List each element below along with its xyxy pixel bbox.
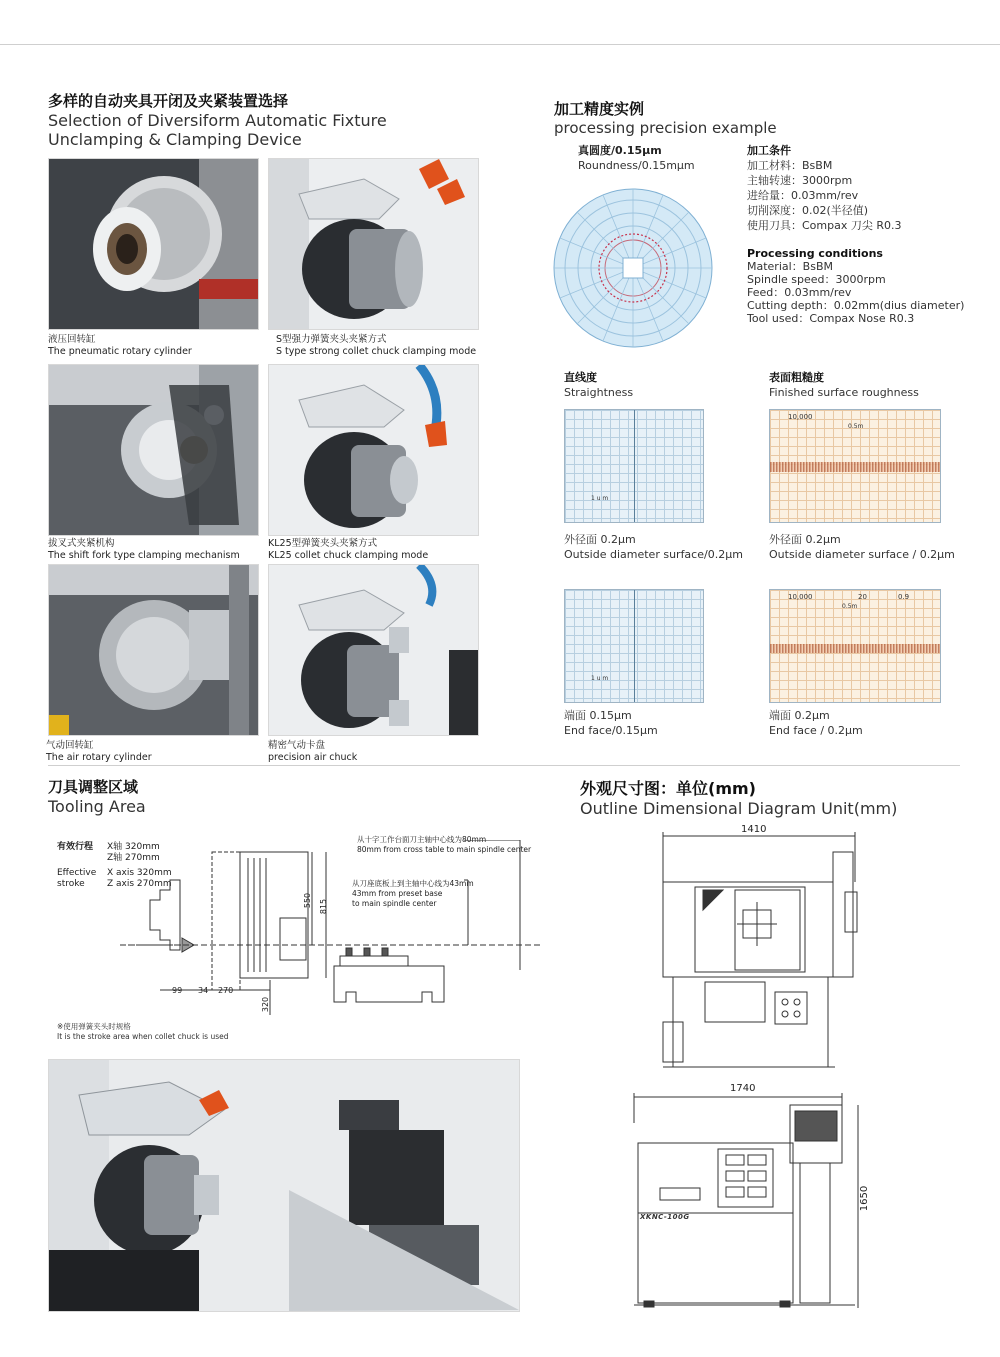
caption-cn: 端面 0.15μm [564,709,632,722]
conditions-cn [747,143,967,233]
scale-label: 0.5m [842,603,858,610]
caption-en: End face/0.15μm [564,724,658,737]
caption-cn: 精密气动卡盘 [268,740,326,751]
roundness-label [578,143,695,173]
photo-art [49,1060,519,1311]
fixture-title-en-1: Selection of Diversiform Automatic Fixture [48,111,387,130]
condition-cn-line: 进给量：0.03mm/rev [747,189,859,202]
caption-straight-od [564,532,743,562]
caption-photo-1 [48,334,192,358]
roughness-cn: 表面粗糙度 [769,371,824,384]
photo-art [269,565,478,735]
roundness-en: Roundness/0.15mμm [578,159,695,172]
fixture-title-cn: 多样的自动夹具开闭及夹紧装置选择 [48,92,289,110]
condition-cn-line: 切削深度：0.02(半径值) [747,204,869,217]
tooling-drawing [120,840,540,1020]
caption-photo-5 [46,740,152,764]
outline-header [580,776,897,818]
caption-cn: KL25型弹簧夹头夹紧方式 [268,538,378,549]
condition-en-line: Material：BsBM [747,260,834,273]
dim-99: 99 [172,986,183,995]
note-en: 43mm from preset base [352,889,443,898]
caption-en: Outside diameter surface / 0.2μm [769,548,955,561]
roundness-chart-svg [553,188,713,348]
dim-1650: 1650 [859,1185,871,1212]
scale-label: 0.9 [898,593,910,601]
precision-title-cn: 加工精度实例 [554,100,645,118]
top-rule [0,44,1000,45]
caption-photo-3 [48,538,240,562]
trace-line [634,590,635,702]
stroke-en-x: X axis 320mm [107,868,172,878]
condition-en-line: Tool used：Compax Nose R0.3 [747,312,915,325]
stroke-en-z: Z axis 270mm [107,879,172,889]
straightness-chart-ef [564,589,704,703]
note-en: 80mm from cross table to main spindle center [357,845,532,854]
caption-cn: 拔叉式夹紧机构 [48,538,115,549]
scale-label: 0.5m [848,423,864,430]
fixture-title-en-2: Unclamping & Clamping Device [48,130,302,149]
caption-en: S type strong collet chuck clamping mode [276,346,477,357]
photo-s-type-collet [268,158,479,330]
caption-cn: S型强力弹簧夹头夹紧方式 [276,334,387,345]
caption-en: The pneumatic rotary cylinder [48,346,192,357]
caption-en: The shift fork type clamping mechanism [48,550,240,561]
tooling-drawing-svg [120,840,540,1020]
fixture-header [48,90,408,149]
caption-cn: 外径面 0.2μm [564,533,636,546]
photo-shift-fork [48,364,259,536]
roundness-chart [553,188,713,348]
tooling-title-en: Tooling Area [48,797,146,816]
scale-label: 20 [858,593,867,601]
roughness-chart-ef [769,589,941,703]
stroke-cn-label: 有效行程 [57,842,94,852]
dim-815: 815 [319,898,329,915]
roughness-heading [769,370,919,400]
scale-label: 10,000 [788,413,813,421]
photo-air-rotary-cylinder [48,564,259,736]
conditions-en [747,247,977,325]
dim-320: 320 [261,996,271,1013]
note-en: to main spindle center [352,899,437,908]
trace-line [634,410,635,522]
caption-cn: 液压回转缸 [48,334,96,345]
photo-precision-air-chuck [268,564,479,736]
roundness-cn: 真圆度/0.15μm [578,144,662,157]
caption-cn: 外径面 0.2μm [769,533,841,546]
condition-cn-line: 主轴转速：3000rpm [747,174,853,187]
photo-kl25-collet [268,364,479,536]
outline-top-drawing [655,822,865,1072]
straightness-chart-od [564,409,704,523]
stroke-cn-x: X轴 320mm [107,842,160,852]
caption-en: precision air chuck [268,752,358,763]
caption-cn: 端面 0.2μm [769,709,830,722]
roughness-trace [770,644,940,653]
stroke-cn-z: Z轴 270mm [107,853,160,863]
roughness-trace [770,462,940,472]
photo-art [49,159,258,329]
dim-1740: 1740 [730,1083,756,1094]
outline-title-en: Outline Dimensional Diagram Unit(mm) [580,799,898,818]
caption-en: The air rotary cylinder [46,752,152,763]
footnote-en: It is the stroke area when collet chuck is used [57,1032,229,1041]
photo-tooling-area [48,1059,520,1312]
condition-cn-line: 使用刀具：Compax 刀尖 R0.3 [747,219,902,232]
outline-top-svg [655,822,865,1072]
conditions-en-title: Processing conditions [747,247,883,260]
tooling-header [48,776,146,816]
condition-en-line: Spindle speed：3000rpm [747,273,886,286]
photo-art [49,365,258,535]
caption-rough-ef [769,708,863,738]
caption-rough-od [769,532,955,562]
photo-art [269,365,478,535]
roughness-en: Finished surface roughness [769,386,919,399]
note-cn: 从十字工作台面刀主轴中心线为80mm [357,835,487,844]
photo-art [269,159,478,329]
caption-en: KL25 collet chuck clamping mode [268,550,429,561]
caption-photo-2 [276,334,476,358]
machine-model-label: XKNC-100G [640,1213,690,1221]
condition-cn-line: 加工材料：BsBM [747,159,833,172]
photo-art [49,565,258,735]
conditions-cn-title: 加工条件 [747,144,791,157]
outline-front-drawing [630,1083,880,1313]
caption-straight-ef [564,708,658,738]
dim-550: 550 [303,892,313,909]
scale-label: 1 u m [591,495,609,502]
caption-photo-4 [268,538,428,562]
scale-label: 1 u m [591,675,609,682]
footnote-cn: ※使用弹簧夹头时规格 [57,1022,131,1031]
scale-label: 10,000 [788,593,813,601]
dim-1410: 1410 [741,824,767,835]
dim-34: 34 [198,986,209,995]
outline-title-cn: 外观尺寸图：单位(mm) [580,779,756,798]
caption-cn: 气动回转缸 [46,740,94,751]
condition-en-line: Cutting depth：0.02mm(dius diameter) [747,299,965,312]
condition-en-line: Feed：0.03mm/rev [747,286,852,299]
tooling-footnote [57,1022,229,1042]
precision-header [554,98,954,138]
caption-en: Outside diameter surface/0.2μm [564,548,743,561]
precision-title-en: processing precision example [554,119,777,137]
note-cn: 从刀座底板上到主轴中心线为43mm [352,879,474,888]
straightness-en: Straightness [564,386,634,399]
caption-photo-6 [268,740,357,764]
stroke-en-label-2: stroke [57,879,85,889]
dim-270: 270 [218,986,234,995]
straightness-heading [564,370,633,400]
roughness-chart-od [769,409,941,523]
tooling-title-cn: 刀具调整区域 [48,778,139,796]
straightness-cn: 直线度 [564,371,597,384]
outline-front-svg [630,1083,880,1313]
photo-pneumatic-rotary-cylinder [48,158,259,330]
caption-en: End face / 0.2μm [769,724,863,737]
stroke-en-label-1: Effective [57,868,97,878]
section-divider [48,765,960,766]
